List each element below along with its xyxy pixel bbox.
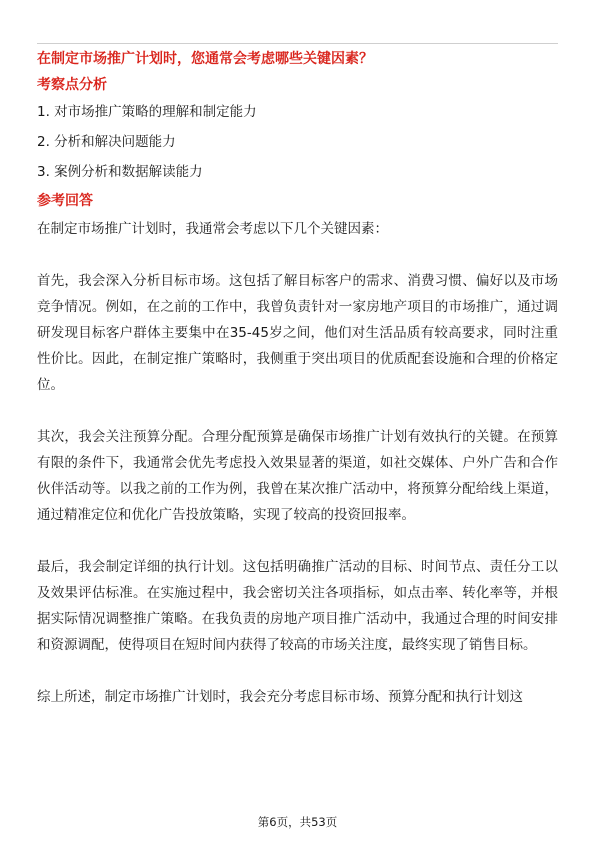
- analysis-point: 3. 案例分析和数据解读能力: [37, 164, 203, 180]
- answer-paragraph: 其次，我会关注预算分配。合理分配预算是确保市场推广计划有效执行的关键。在预算有限的条件下，我通常会优先考虑投入效果显著的渠道，如社交媒体、户外广告和合作伙伴活动等。以我之前的工作为例，我曾在某次推广活动中，将预算分配给线上渠道，通过精准定位和优化广告投放策略，实现了较高的投资回报率。: [37, 429, 558, 523]
- page-number: 第6页，共53页: [257, 815, 338, 829]
- analysis-heading: 考察点分析: [37, 77, 107, 93]
- answer-intro: 在制定市场推广计划时，我通常会考虑以下几个关键因素：: [37, 221, 388, 237]
- answer-paragraph: 最后，我会制定详细的执行计划。这包括明确推广活动的目标、时间节点、责任分工以及效果评估标准。在实施过程中，我会密切关注各项指标，如点击率、转化率等，并根据实际情况调整推广策略。在我负责的房地产项目推广活动中，我通过合理的时间安排和资源调配，使得项目在短时间内获得了较高的市场关注度，最终实现了销售目标。: [37, 559, 558, 653]
- analysis-point: 2. 分析和解决问题能力: [37, 134, 176, 150]
- answer-heading: 参考回答: [37, 193, 93, 209]
- question-heading: 在制定市场推广计划时，您通常会考虑哪些关键因素？: [37, 51, 373, 67]
- page-content: [37, 48, 558, 710]
- answer-paragraph: 首先，我会深入分析目标市场。这包括了解目标客户的需求、消费习惯、偏好以及市场竞争情况。例如，在之前的工作中，我曾负责针对一家房地产项目的市场推广，通过调研发现目标客户群体主要集中在35-45岁之间，他们对生活品质有较高要求，同时注重性价比。因此，在制定推广策略时，我侧重于突出项目的优质配套设施和合理的价格定位。: [37, 273, 558, 393]
- header-divider: [37, 43, 558, 44]
- analysis-point: 1. 对市场推广策略的理解和制定能力: [37, 104, 257, 120]
- answer-paragraph: 综上所述，制定市场推广计划时，我会充分考虑目标市场、预算分配和执行计划这: [37, 689, 523, 705]
